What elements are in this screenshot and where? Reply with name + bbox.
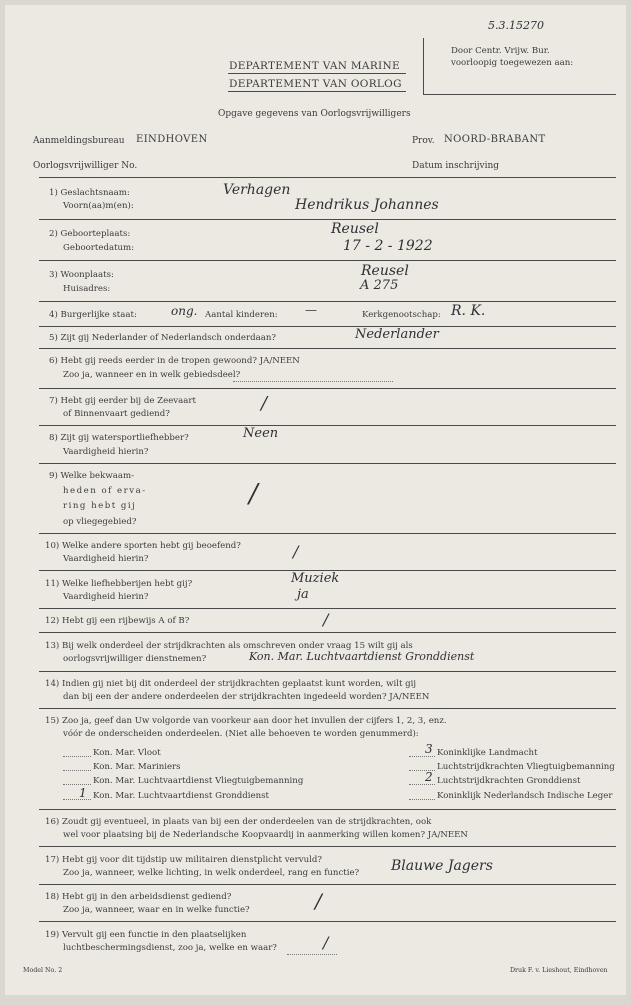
volunteer-no-label: Oorlogsvrijwilliger No. (33, 161, 138, 171)
archive-stamp: 5.3.15270 (488, 19, 544, 32)
answer-children: — (305, 303, 317, 317)
answer-q18: / (315, 889, 322, 913)
bureau-label: Aanmeldingsbureau (33, 136, 125, 146)
q9-label-d: op vliegegebied? (63, 517, 137, 527)
rule (39, 348, 616, 349)
q4-label-c: Kerkgenootschap: (362, 310, 441, 320)
q10-label-a: 10) Welke andere sporten hebt gij beoefend? (45, 541, 241, 551)
answer-o5-mark: 3 (425, 742, 433, 756)
rule (39, 326, 616, 327)
option-lucht-bemanning: Luchtstrijdkrachten Vliegtuigbemanning (437, 762, 615, 772)
q10-label-b: Vaardigheid hierin? (63, 554, 149, 564)
date-label: Datum inschrijving (412, 161, 500, 171)
footer-model: Model No. 2 (23, 967, 63, 974)
q12-label: 12) Hebt gij een rijbewijs A of B? (45, 616, 190, 626)
option-blank (409, 799, 435, 800)
q7-label-a: 7) Hebt gij eerder bij de Zeevaart (49, 396, 196, 406)
title-rule1 (228, 73, 406, 74)
q15-label-b: vóór de onderscheiden onderdeelen. (Niet alle behoeven te worden genummerd): (63, 729, 419, 739)
rule (39, 301, 616, 302)
q14-label-a: 14) Indien gij niet bij dit onderdeel der strijdkrachten geplaatst kunt worden, wilt gij (45, 679, 417, 689)
rule (39, 219, 616, 220)
q13-label-b: oorlogsvrijwilliger dienstnemen? (63, 654, 207, 664)
dotted-line (287, 954, 337, 955)
box-left-border (423, 38, 424, 94)
rule (39, 671, 616, 672)
answer-q11-skill: ja (297, 587, 309, 602)
option-lucht-grond: Luchtstrijdkrachten Gronddienst (437, 776, 581, 786)
rule (39, 884, 616, 885)
rule (39, 632, 616, 633)
rule (39, 608, 616, 609)
q9-label-c: ring hebt gij (63, 501, 137, 511)
answer-q11-hobby: Muziek (291, 571, 340, 586)
answer-firstnames: Hendrikus Johannes (295, 197, 439, 213)
subtitle: Opgave gegevens van Oorlogsvrijwilligers (218, 109, 411, 119)
option-knil: Koninklijk Nederlandsch Indische Leger (437, 791, 613, 801)
q5-label: 5) Zijt gij Nederlander of Nederlandsch onderdaan? (49, 333, 276, 343)
option-blank (63, 756, 91, 757)
footer-printer: Druk F. v. Lieshout, Eindhoven (510, 967, 608, 974)
q17-label-b: Zoo ja, wanneer, welke lichting, in welk onderdeel, rang en functie? (63, 868, 360, 878)
option-blank (409, 756, 435, 757)
answer-status: ong. (171, 304, 198, 318)
q3-label-b: Huisadres: (63, 284, 111, 294)
q4-label-a: 4) Burgerlijke staat: (49, 310, 137, 320)
q16-label-b: wel voor plaatsing bij de Nederlandsche Koopvaardij in aanmerking willen komen? JA/NEEN (63, 830, 468, 840)
rule (39, 708, 616, 709)
q7-label-b: of Binnenvaart gediend? (63, 409, 170, 419)
option-kon-mar-mariniers: Kon. Mar. Mariniers (93, 762, 181, 772)
answer-residence: Reusel (361, 263, 409, 279)
q11-label-a: 11) Welke liefhebberijen hebt gij? (45, 579, 193, 589)
rule (39, 533, 616, 534)
form-page (5, 5, 626, 995)
answer-q12: / (323, 610, 329, 629)
answer-birthplace: Reusel (331, 221, 379, 237)
answer-q8: Neen (243, 426, 279, 441)
q1-label-a: 1) Geslachtsnaam: (49, 188, 130, 198)
q9-label-b: heden of erva- (63, 486, 147, 496)
title-line1: DEPARTEMENT VAN MARINE (229, 60, 400, 72)
q13-label-a: 13) Bij welk onderdeel der strijdkrachten als omschreven onder vraag 15 wilt gij als (45, 641, 413, 651)
rule (39, 177, 616, 178)
answer-religion: R. K. (451, 303, 486, 319)
rule (39, 260, 616, 261)
option-kon-mar-vloot: Kon. Mar. Vloot (93, 748, 161, 758)
box-line2: voorloopig toegewezen aan: (451, 58, 574, 68)
answer-nationality: Nederlander (355, 327, 439, 342)
option-blank (409, 784, 435, 785)
option-kon-mar-luchtvaart-grond: Kon. Mar. Luchtvaartdienst Gronddienst (93, 791, 269, 801)
answer-surname: Verhagen (223, 182, 291, 198)
q17-label-a: 17) Hebt gij voor dit tijdstip uw militairen dienstplicht vervuld? (45, 855, 322, 865)
bureau-value: EINDHOVEN (136, 134, 208, 145)
rule (39, 809, 616, 810)
answer-q19: / (323, 933, 329, 952)
answer-o4-mark: 1 (79, 786, 87, 800)
answer-q17: Blauwe Jagers (391, 858, 493, 874)
title-line2: DEPARTEMENT VAN OORLOG (229, 78, 402, 90)
answer-q10: / (293, 542, 299, 561)
answer-q9: / (249, 479, 258, 509)
q8-label-a: 8) Zijt gij watersportliefhebber? (49, 433, 189, 443)
option-blank (63, 799, 91, 800)
answer-birthdate: 17 - 2 - 1922 (343, 238, 433, 254)
rule (39, 388, 616, 389)
option-kon-mar-luchtvaart-bemanning: Kon. Mar. Luchtvaartdienst Vliegtuigbemanning (93, 776, 304, 786)
rule (39, 463, 616, 464)
box-bottom-border (423, 94, 616, 95)
answer-address: A 275 (360, 278, 399, 293)
q19-label-b: luchtbeschermingsdienst, zoo ja, welke en waar? (63, 943, 277, 953)
q3-label-a: 3) Woonplaats: (49, 270, 114, 280)
q19-label-a: 19) Vervult gij een functie in den plaatselijken (45, 930, 247, 940)
answer-q7: / (261, 393, 268, 414)
q8-label-b: Vaardigheid hierin? (63, 447, 149, 457)
option-blank (63, 770, 91, 771)
q1-label-b: Voorn(aa)m(en): (63, 201, 134, 211)
q15-label-a: 15) Zoo ja, geef dan Uw volgorde van voorkeur aan door het invullen der cijfers 1, 2, 3, enz. (45, 716, 447, 726)
q16-label-a: 16) Zoudt gij eventueel, in plaats van bij een der onderdeelen van de strijdkrachten, ook (45, 817, 432, 827)
q4-label-b: Aantal kinderen: (205, 310, 278, 320)
q2-label-b: Geboortedatum: (63, 243, 135, 253)
box-line1: Door Centr. Vrijw. Bur. (451, 46, 550, 56)
rule (39, 921, 616, 922)
prov-value: NOORD-BRABANT (444, 134, 546, 145)
q9-label-a: 9) Welke bekwaam- (49, 471, 134, 481)
q18-label-a: 18) Hebt gij in den arbeidsdienst gediend? (45, 892, 232, 902)
q18-label-b: Zoo ja, wanneer, waar en in welke functie? (63, 905, 250, 915)
answer-o7-mark: 2 (425, 770, 433, 784)
rule (39, 846, 616, 847)
q11-label-b: Vaardigheid hierin? (63, 592, 149, 602)
q2-label-a: 2) Geboorteplaats: (49, 229, 131, 239)
rule (39, 425, 616, 426)
option-koninklijke-landmacht: Koninklijke Landmacht (437, 748, 538, 758)
dotted-line (233, 381, 393, 382)
q6-label-b: Zoo ja, wanneer en in welk gebiedsdeel? (63, 370, 241, 380)
prov-label: Prov. (412, 136, 435, 146)
answer-q13: Kon. Mar. Luchtvaartdienst Gronddienst (249, 650, 475, 663)
title-rule2 (228, 91, 406, 92)
option-blank (63, 784, 91, 785)
q14-label-b: dan bij een der andere onderdeelen der strijdkrachten ingedeeld worden? JA/NEEN (63, 692, 430, 702)
q6-label-a: 6) Hebt gij reeds eerder in de tropen gewoond? JA/NEEN (49, 356, 300, 366)
